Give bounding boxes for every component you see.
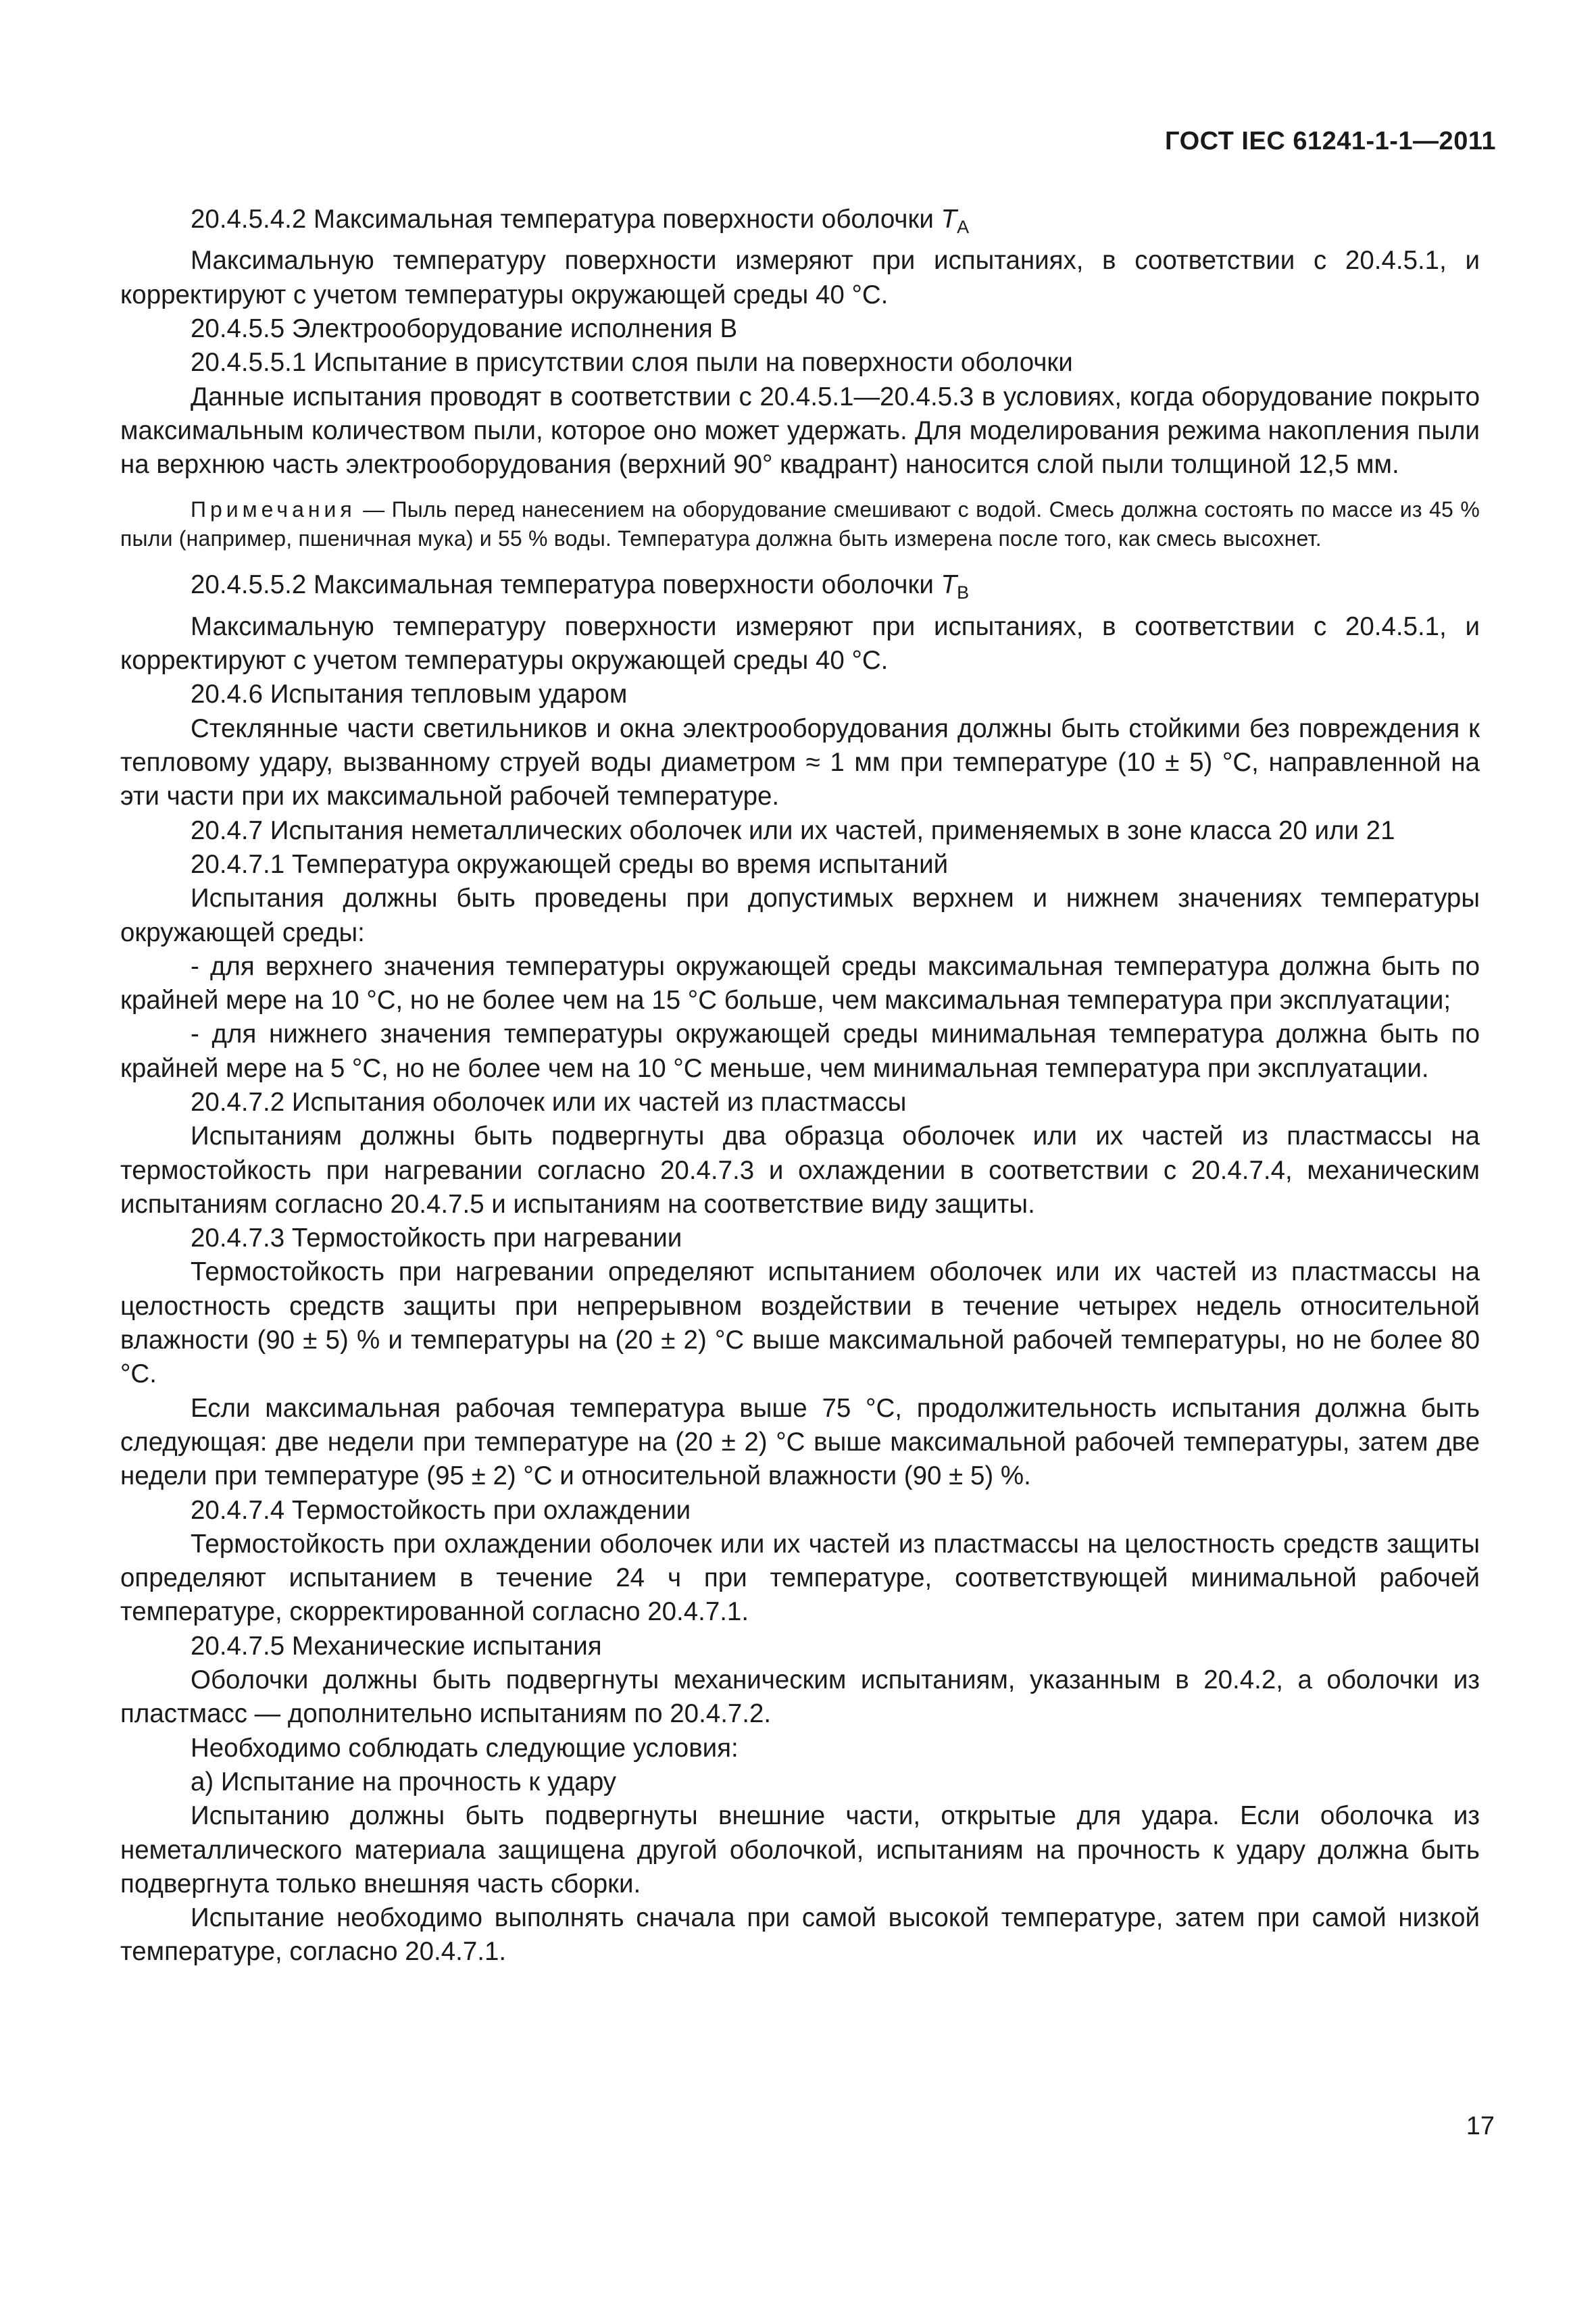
section-heading: 20.4.7.3 Термостойкость при нагревании: [191, 1224, 682, 1253]
note-text: — Пыль перед нанесением на оборудование смешивают с водой. Смесь должна состоять по массе из 45 % пыли (например, пшеничная мука) и 55 % воды. Температура должна быть измерена после того, как смесь высохнет.: [120, 497, 1480, 551]
section-heading: 20.4.7.5 Механические испытания: [191, 1631, 602, 1661]
list-item: - для нижнего значения температуры окружающей среды минимальная температура должна быть по крайней мере на 5 °С, но не более чем на 10 °С меньше, чем минимальная температура при эксплуатации.: [120, 1020, 1480, 1083]
note: [120, 495, 1480, 553]
paragraph: Термостойкость при охлаждении оболочек или их частей из пластмассы на целостность средств защиты определяют испытанием в течение 24 ч при температуре, соответствующей минимальной рабочей температуре, скорректированной согласно 20.4.7.1.: [120, 1529, 1480, 1627]
paragraph: Необходимо соблюдать следующие условия:: [191, 1733, 739, 1763]
page-number: 17: [1466, 2112, 1495, 2140]
paragraph: Оболочки должны быть подвергнуты механическим испытаниям, указанным в 20.4.2, а оболочки из пластмасс — дополнительно испытаниям по 20.4.7.2.: [120, 1665, 1480, 1729]
section-heading: 20.4.7.4 Термостойкость при охлаждении: [191, 1495, 691, 1525]
section-heading: 20.4.5.5.2 Максимальная температура поверхности оболочки $T_B$: [191, 570, 970, 603]
section-heading: 20.4.7.2 Испытания оболочек или их частей из пластмассы: [191, 1087, 907, 1117]
section-heading: 20.4.5.5.1 Испытание в присутствии слоя пыли на поверхности оболочки: [191, 348, 1073, 378]
paragraph: Термостойкость при нагревании определяют испытанием оболочек или их частей из пластмассы на целостность средств защиты при непрерывном воздействии в течение четырех недель относительной влажности (90 ± 5) % и температуры на (20 ± 2) °С выше максимальной рабочей температуры, но не более 80 °С.: [120, 1257, 1480, 1389]
paragraph: Данные испытания проводят в соответствии с 20.4.5.1—20.4.5.3 в условиях, когда оборудование покрыто максимальным количеством пыли, которое оно может удержать. Для моделирования режима накопления пыли на верхнюю часть электрооборудования (верхний 90° квадрант) наносится слой пыли толщиной 12,5 мм.: [120, 382, 1480, 480]
document-header: ГОСТ IEC 61241-1-1—2011: [1165, 127, 1496, 155]
paragraph: Испытания должны быть проведены при допустимых верхнем и нижнем значениях температуры окружающей среды:: [120, 884, 1480, 947]
section-heading: 20.4.7.1 Температура окружающей среды во время испытаний: [191, 849, 949, 879]
paragraph: Испытаниям должны быть подвергнуты два образца оболочек или их частей из пластмассы на термостойкость при нагревании согласно 20.4.7.3 и охлаждении в соответствии с 20.4.7.4, механическим испытаниям согласно 20.4.7.5 и испытаниям на соответствие виду защиты.: [120, 1122, 1480, 1219]
paragraph: Стеклянные части светильников и окна электрооборудования должны быть стойкими без повреждения к тепловому удару, вызванному струей воды диаметром ≈ 1 мм при температуре (10 ± 5) °С, направленной на эти части при их максимальной рабочей температуре.: [120, 713, 1480, 811]
list-item: а) Испытание на прочность к удару: [191, 1767, 617, 1796]
note-label: Примечания: [191, 497, 356, 522]
paragraph: Испытание необходимо выполнять сначала при самой высокой температуре, затем при самой низкой температуре, согласно 20.4.7.1.: [120, 1903, 1480, 1967]
section-heading: 20.4.5.5 Электрооборудование исполнения В: [191, 313, 738, 343]
paragraph: Максимальную температуру поверхности измеряют при испытаниях, в соответствии с 20.4.5.1, и корректируют с учетом температуры окружающей среды 40 °С.: [120, 246, 1480, 309]
section-heading: 20.4.5.4.2 Максимальная температура поверхности оболочки $T_A$: [191, 205, 970, 238]
paragraph: Если максимальная рабочая температура выше 75 °С, продолжительность испытания должна быть следующая: две недели при температуре на (20 ± 2) °С выше максимальной рабочей температуры, затем две недели при температуре (95 ± 2) °С и относительной влажности (90 ± 5) %.: [120, 1393, 1480, 1491]
document-body: [120, 203, 1480, 1969]
paragraph: Испытанию должны быть подвергнуты внешние части, открытые для удара. Если оболочка из неметаллического материала защищена другой оболочкой, испытаниям на прочность к удару должна быть подвергнута только внешняя часть сборки.: [120, 1801, 1480, 1898]
section-heading: 20.4.7 Испытания неметаллических оболочек или их частей, применяемых в зоне класса 20 или 21: [191, 815, 1395, 845]
paragraph: Максимальную температуру поверхности измеряют при испытаниях, в соответствии с 20.4.5.1, и корректируют с учетом температуры окружающей среды 40 °С.: [120, 611, 1480, 676]
list-item: - для верхнего значения температуры окружающей среды максимальная температура должна быть по крайней мере на 10 °С, но не более чем на 15 °С больше, чем максимальная температура при эксплуатации;: [120, 951, 1480, 1015]
section-heading: 20.4.6 Испытания тепловым ударом: [191, 680, 628, 709]
